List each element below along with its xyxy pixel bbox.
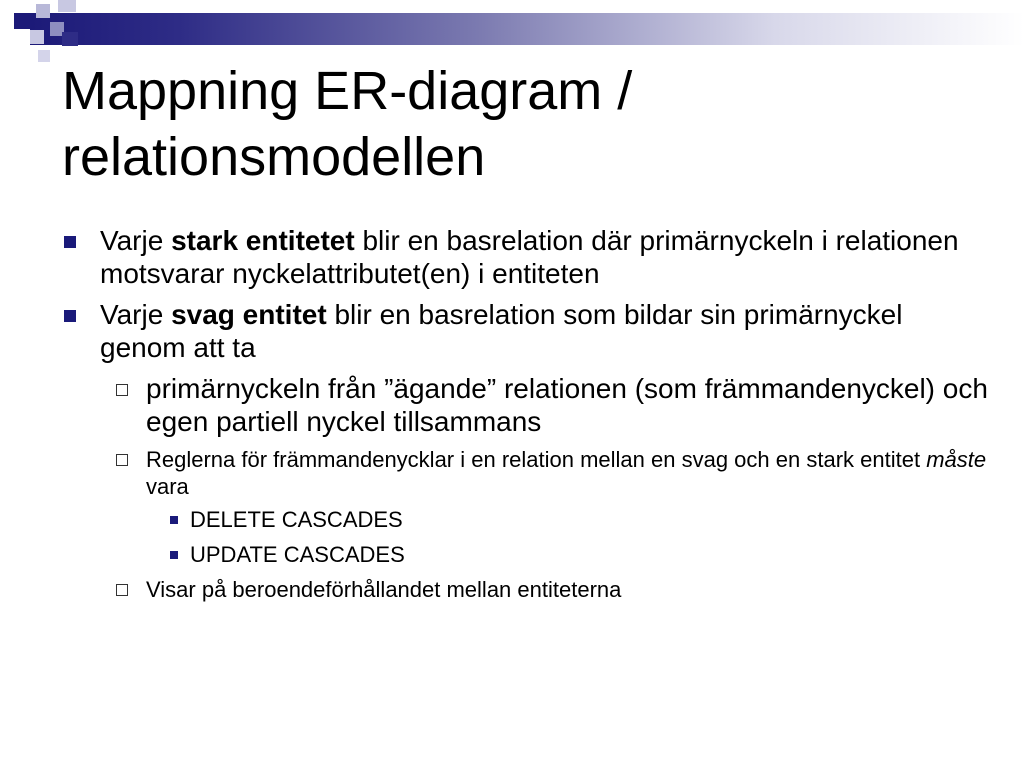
sub-bullet-text: primärnyckeln från ”ägande” relationen (som främmandenyckel) och egen partiell nyckel tillsammans	[146, 373, 988, 437]
small-square-bullet-icon	[170, 551, 178, 559]
bullet-text-prefix: Varje	[100, 299, 172, 330]
sub-sub-bullet-text: DELETE CASCADES	[190, 507, 403, 532]
bullet-text-bold: stark entitetet	[171, 225, 355, 256]
header-square-light	[36, 4, 50, 18]
sub-bullet-item	[110, 446, 992, 500]
small-square-bullet-icon	[170, 516, 178, 524]
header-square-dark	[14, 13, 30, 29]
header-gradient-bar	[30, 13, 1024, 45]
header-square-light	[30, 30, 44, 44]
sub-bullet-text-italic: måste	[926, 447, 987, 472]
slide-title-line2: relationsmodellen	[62, 127, 486, 187]
bullet-text-suffix: blir en basrelation där primärnyckeln i relationen motsvarar nyckelattributet(en) i entiteten	[100, 225, 959, 289]
sub-bullet-text-suffix: vara	[146, 474, 189, 499]
bullet-item	[62, 224, 992, 290]
header-square-light	[58, 0, 76, 12]
sub-sub-bullet-item	[170, 541, 992, 568]
hollow-square-bullet-icon	[116, 454, 128, 466]
sub-bullet-text: Visar på beroendeförhållandet mellan entiteterna	[146, 577, 622, 602]
sub-bullet-item	[110, 576, 992, 603]
bullet-item	[62, 298, 992, 364]
hollow-square-bullet-icon	[116, 584, 128, 596]
sub-sub-bullet-text: UPDATE CASCADES	[190, 542, 405, 567]
square-bullet-icon	[64, 310, 76, 322]
header-square-dark	[62, 32, 78, 46]
bullet-text-suffix: blir en basrelation som bildar sin primärnyckel genom att ta	[100, 299, 903, 363]
slide-title	[62, 58, 962, 190]
slide-body	[62, 224, 992, 609]
slide-title-line1: Mappning ER-diagram /	[62, 61, 633, 121]
bullet-text-prefix: Varje	[100, 225, 172, 256]
square-bullet-icon	[64, 236, 76, 248]
sub-bullet-text-prefix: Reglerna för främmandenycklar i en relation mellan en svag och en stark entitet	[146, 447, 927, 472]
bullet-text-bold: svag entitet	[171, 299, 327, 330]
hollow-square-bullet-icon	[116, 384, 128, 396]
sub-sub-bullet-item	[170, 506, 992, 533]
sub-bullet-item	[110, 372, 992, 438]
header-square-light	[38, 50, 50, 62]
